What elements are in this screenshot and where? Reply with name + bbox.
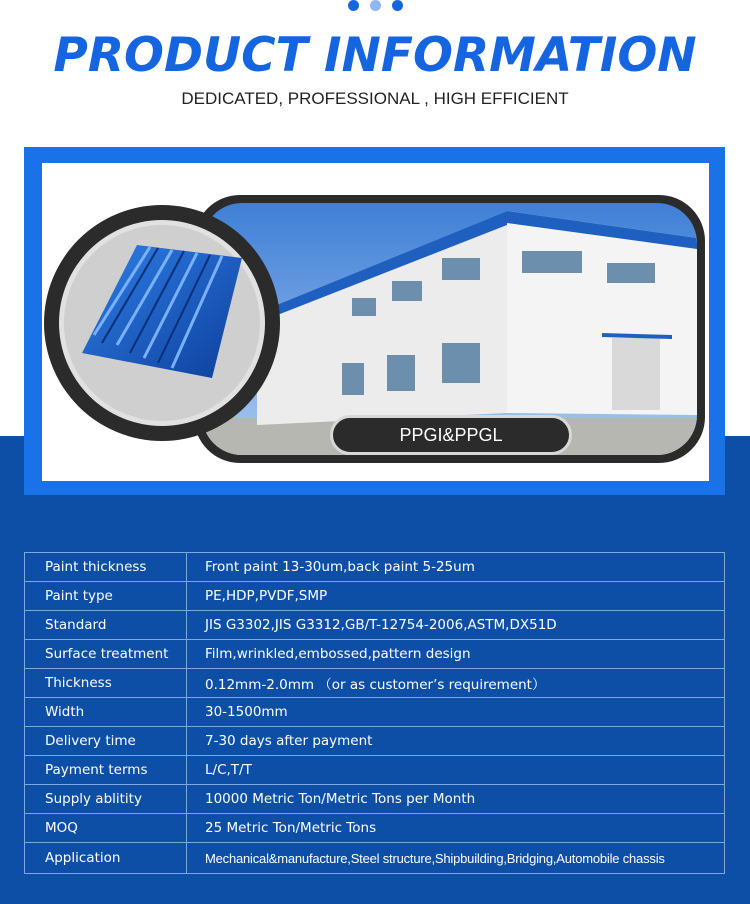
spec-label: Delivery time <box>25 727 187 756</box>
table-row <box>25 669 725 698</box>
spec-label: Thickness <box>25 669 187 698</box>
dot-icon <box>392 0 403 11</box>
page-subtitle: DEDICATED, PROFESSIONAL , HIGH EFFICIENT <box>181 89 569 108</box>
table-row <box>25 611 725 640</box>
spec-label: Payment terms <box>25 756 187 785</box>
spec-label: Paint type <box>25 582 187 611</box>
spec-label: Supply ablitity <box>25 785 187 814</box>
spec-value: JIS G3302,JIS G3312,GB/T-12754-2006,ASTM,DX51D <box>187 611 725 640</box>
spec-value: Front paint 13-30um,back paint 5-25um <box>187 553 725 582</box>
spec-value: 25 Metric Ton/Metric Tons <box>187 814 725 843</box>
spec-value: L/C,T/T <box>187 756 725 785</box>
table-row <box>25 698 725 727</box>
spec-value: 7-30 days after payment <box>187 727 725 756</box>
spec-value: Mechanical&manufacture,Steel structure,Shipbuilding,Bridging,Automobile chassis <box>187 843 725 874</box>
decorative-dots <box>0 0 750 12</box>
table-row <box>25 814 725 843</box>
spec-table <box>24 552 725 874</box>
spec-value: 10000 Metric Ton/Metric Tons per Month <box>187 785 725 814</box>
spec-value: 0.12mm-2.0mm （or as customer’s requirement） <box>187 669 725 698</box>
spec-label: Standard <box>25 611 187 640</box>
spec-label: Width <box>25 698 187 727</box>
spec-value: PE,HDP,PVDF,SMP <box>187 582 725 611</box>
spec-label: Surface treatment <box>25 640 187 669</box>
table-row <box>25 843 725 874</box>
table-row <box>25 785 725 814</box>
dot-icon <box>348 0 359 11</box>
page-title: PRODUCT INFORMATION <box>53 28 697 83</box>
dot-icon <box>370 0 381 11</box>
product-caption: PPGI&PPGL <box>330 415 572 455</box>
spec-label: Paint thickness <box>25 553 187 582</box>
spec-value: Film,wrinkled,embossed,pattern design <box>187 640 725 669</box>
spec-label: Application <box>25 843 187 874</box>
spec-label: MOQ <box>25 814 187 843</box>
spec-value: 30-1500mm <box>187 698 725 727</box>
table-row <box>25 640 725 669</box>
table-row <box>25 582 725 611</box>
table-row <box>25 727 725 756</box>
table-row <box>25 553 725 582</box>
table-row <box>25 756 725 785</box>
